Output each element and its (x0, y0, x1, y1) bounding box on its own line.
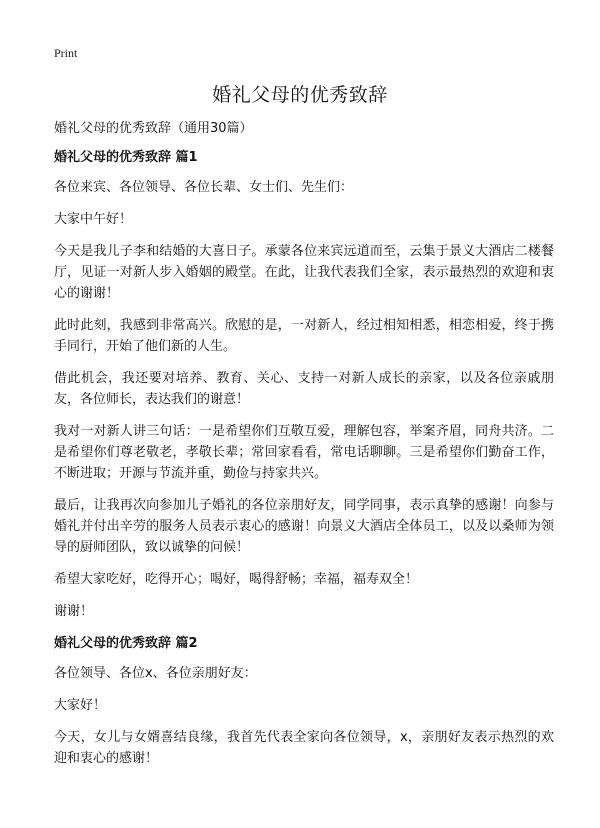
paragraph: 今天是我儿子李和结婚的大喜日子。承蒙各位来宾远道而至，云集于景义大酒店二楼餐厅，见证一对新人步入婚姻的殿堂。在此，让我代表我们全家，表示最热烈的欢迎和衷心的谢谢！ (54, 244, 554, 301)
paragraph: 借此机会，我还要对培养、教育、关心、支持一对新人成长的亲家，以及各位亲戚朋友，各位师长，表达我们的谢意！ (54, 371, 554, 407)
document-body (54, 118, 554, 780)
section-2 (54, 633, 554, 769)
document-subtitle: 婚礼父母的优秀致辞（通用30篇） (54, 121, 253, 136)
section-heading: 婚礼父母的优秀致辞 篇1 (54, 150, 198, 165)
print-link[interactable]: Print (54, 46, 78, 60)
section-heading: 婚礼父母的优秀致辞 篇2 (54, 636, 198, 651)
paragraph: 我对一对新人讲三句话：一是希望你们互敬互爱，理解包容，举案齐眉，同舟共济。二是希望你们尊老敬老，孝敬长辈；常回家看看，常电话聊聊。三是希望你们勤奋工作，不断进取；开源与节流并重，勤俭与持家共兴。 (54, 424, 554, 481)
paragraph: 谢谢！ (54, 604, 94, 619)
paragraph: 希望大家吃好，吃得开心；喝好，喝得舒畅；幸福，福寿双全！ (54, 572, 419, 587)
paragraph: 各位来宾、各位领导、各位长辈、女士们、先生们： (54, 180, 354, 195)
paragraph: 今天，女儿与女婿喜结良缘，我首先代表全家向各位领导，x，亲朋好友表示热烈的欢迎和衷心的感谢！ (54, 730, 554, 766)
paragraph: 此时此刻，我感到非常高兴。欣慰的是，一对新人，经过相知相悉，相恋相爱，终于携手同行，开始了他们新的人生。 (54, 318, 554, 354)
page-title: 婚礼父母的优秀致辞 (212, 84, 388, 106)
paragraph: 最后，让我再次向参加儿子婚礼的各位亲朋好友，同学同事，表示真挚的感谢！向参与婚礼并付出辛劳的服务人员表示衷心的感谢！向景义大酒店全体员工，以及以桑师为领导的厨师团队，致以诚挚的问候！ (54, 498, 554, 555)
paragraph: 大家好！ (54, 698, 107, 713)
paragraph: 各位领导、各位x、各位亲朋好友： (54, 666, 257, 681)
paragraph: 大家中午好！ (54, 212, 133, 227)
section-1 (54, 147, 554, 622)
